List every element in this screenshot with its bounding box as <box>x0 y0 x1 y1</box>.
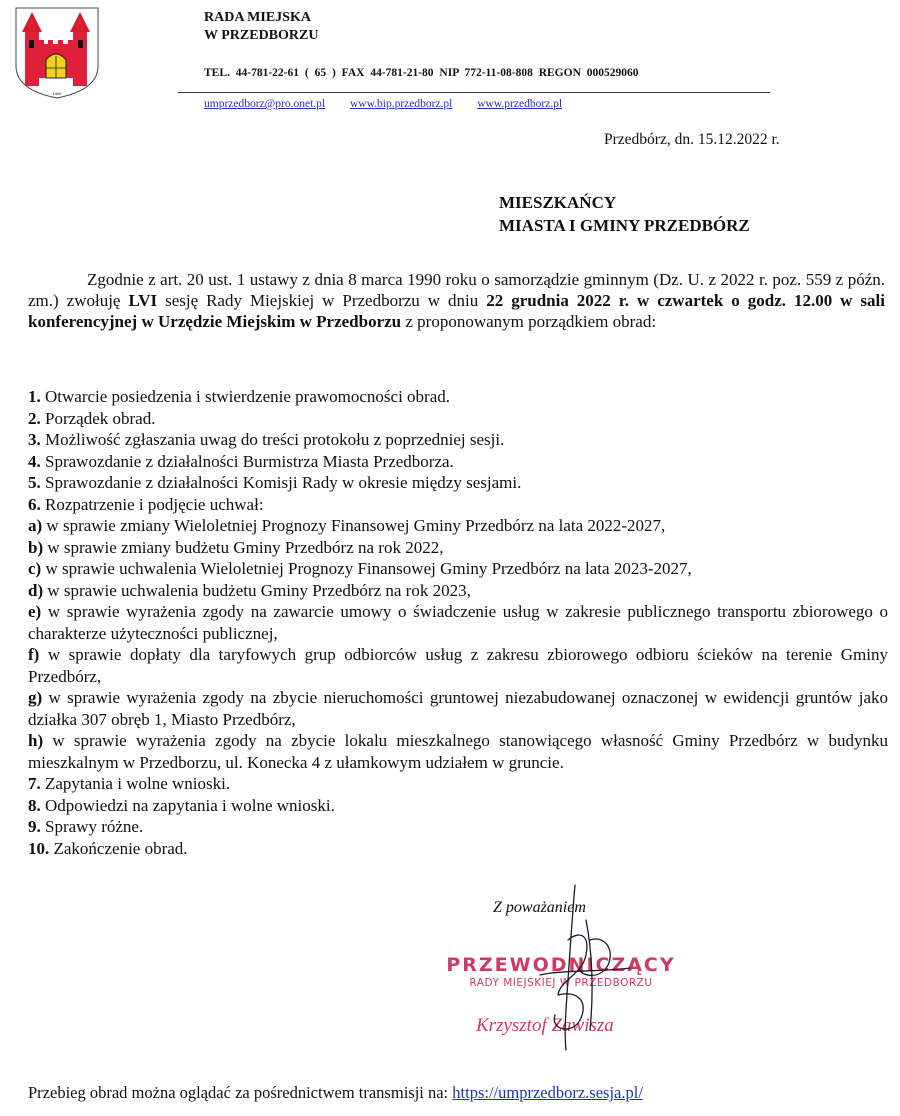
agenda-item-marker: 2. <box>28 408 41 428</box>
stream-link[interactable]: https://umprzedborz.sesja.pl/ <box>452 1083 643 1102</box>
agenda-item <box>28 494 888 516</box>
footer <box>28 1083 643 1103</box>
agenda-item <box>28 558 888 580</box>
agenda-item-text: Odpowiedzi na zapytania i wolne wnioski. <box>40 795 335 815</box>
agenda-item-marker: 6. <box>28 494 41 514</box>
bip-link[interactable]: www.bip.przedborz.pl <box>349 98 453 110</box>
agenda-item-marker: 10. <box>28 838 50 858</box>
agenda-item-text: w sprawie uchwalenia budżetu Gminy Przedbórz na rok 2023, <box>43 580 471 600</box>
email-link[interactable]: umprzedborz@pro.onet.pl <box>204 98 326 110</box>
agenda-item-text: Sprawozdanie z działalności Burmistrza Miasta Przedborza. <box>40 451 454 471</box>
agenda-item-marker: 8. <box>28 795 41 815</box>
agenda-item <box>28 451 888 473</box>
agenda-item-marker: 3. <box>28 430 41 449</box>
addressee-line1: MIESZKAŃCY <box>499 193 617 212</box>
intro-text-2: sesję Rady Miejskiej w Przedborzu w dniu <box>157 291 487 310</box>
agenda-item <box>28 687 888 730</box>
agenda-item-marker: 9. <box>28 817 41 836</box>
header-divider <box>178 92 770 93</box>
organization-name <box>204 9 318 45</box>
agenda-item <box>28 386 888 408</box>
agenda-item <box>28 644 888 687</box>
agenda-item <box>28 472 888 494</box>
agenda-item-marker: b) <box>28 537 44 557</box>
agenda-item <box>28 429 888 451</box>
agenda-item-text: Zapytania i wolne wnioski. <box>40 774 231 793</box>
agenda-item-text: Porządek obrad. <box>40 408 156 428</box>
agenda-item-text: w sprawie wyrażenia zgody na zbycie nieruchomości gruntowej niezabudowanej oznaczonej w ewidencji gruntów jako działka 307 obręb 1, Miasto Przedbórz, <box>28 688 888 729</box>
agenda-item <box>28 408 888 430</box>
addressee-line2: MIASTA I GMINY PRZEDBÓRZ <box>499 216 750 235</box>
agenda-list <box>28 386 888 859</box>
agenda-item-text: Otwarcie posiedzenia i stwierdzenie prawomocności obrad. <box>40 387 451 406</box>
addressee <box>499 191 750 237</box>
agenda-item <box>28 515 888 537</box>
contact-line: TEL. 44-781-22-61 ( 65 ) FAX 44-781-21-80 NIP 772-11-08-808 REGON 000529060 <box>204 67 639 79</box>
stamp-subtitle: RADY MIEJSKIEJ W PRZEDBORZU <box>469 977 653 989</box>
agenda-item-marker: 4. <box>28 451 41 471</box>
footer-text: Przebieg obrad można oglądać za pośrednictwem transmisji na: <box>28 1083 453 1102</box>
agenda-item-marker: 7. <box>28 774 41 793</box>
agenda-item <box>28 730 888 773</box>
agenda-item-marker: g) <box>28 688 43 707</box>
agenda-item-text: Możliwość zgłaszania uwag do treści protokołu z poprzedniej sesji. <box>40 430 505 449</box>
header-links <box>204 98 584 110</box>
agenda-item-text: Rozpatrzenie i podjęcie uchwał: <box>40 494 264 514</box>
agenda-item <box>28 838 888 860</box>
stamp-name: Krzysztof Zawisza <box>476 1015 614 1036</box>
website-link[interactable]: www.przedborz.pl <box>477 98 563 110</box>
intro-text-3: z proponowanym porządkiem obrad: <box>401 312 657 331</box>
agenda-item-marker: 1. <box>28 387 41 406</box>
agenda-item-marker: h) <box>28 731 44 750</box>
agenda-item-marker: e) <box>28 602 42 621</box>
agenda-item-text: Zakończenie obrad. <box>49 838 188 858</box>
organization-name-line2: W PRZEDBORZU <box>204 28 319 43</box>
agenda-item-text: w sprawie wyrażenia zgody na zbycie lokalu mieszkalnego stanowiącego własność Gminy Przedbórz w budynku mieszkalnym w Przedborzu, ul. Konecka 4 z ułamkowym udziałem w gruncie. <box>28 731 888 772</box>
agenda-item-marker: f) <box>28 645 40 664</box>
stamp-title: PRZEWODNICZĄCY <box>446 954 676 976</box>
session-date-place: 22 grudnia 2022 r. w czwartek o godz. 12.00 w sali konferencyjnej w Urzędzie Miejskim w Przedborzu <box>28 291 885 331</box>
regards-text: Z poważaniem <box>493 899 586 916</box>
agenda-item-text: w sprawie zmiany Wieloletniej Prognozy Finansowej Gminy Przedbórz na lata 2022-2027, <box>42 516 666 535</box>
agenda-item-text: Sprawy różne. <box>40 817 144 836</box>
agenda-item-marker: d) <box>28 580 44 600</box>
intro-paragraph <box>28 269 885 332</box>
agenda-item <box>28 537 888 559</box>
agenda-item-marker: a) <box>28 516 43 535</box>
agenda-item <box>28 795 888 817</box>
agenda-item-text: w sprawie dopłaty dla taryfowych grup odbiorców usług z zakresu zbiorowego odbioru ścieków na terenie Gminy Przedbórz, <box>28 645 888 686</box>
handwritten-signature <box>520 880 640 1060</box>
agenda-item-marker: 5. <box>28 473 41 492</box>
agenda-item <box>28 580 888 602</box>
agenda-item-text: Sprawozdanie z działalności Komisji Rady w okresie między sesjami. <box>40 473 522 492</box>
agenda-item-text: w sprawie uchwalenia Wieloletniej Prognozy Finansowej Gminy Przedbórz na lata 2023-2027, <box>41 559 692 578</box>
organization-name-line1: RADA MIEJSKA <box>204 10 311 25</box>
agenda-item-text: w sprawie zmiany budżetu Gminy Przedbórz na rok 2022, <box>43 537 444 557</box>
document-date: Przedbórz, dn. 15.12.2022 r. <box>604 131 780 148</box>
agenda-item-marker: c) <box>28 559 42 578</box>
intro-text-1: Zgodnie z art. 20 ust. 1 ustawy z dnia 8 marca 1990 roku o samorządzie gminnym (Dz. U. z 2022 r. poz. 559 z późn. zm.) zwołuję <box>28 270 885 310</box>
agenda-item <box>28 601 888 644</box>
agenda-item <box>28 816 888 838</box>
agenda-item-text: w sprawie wyrażenia zgody na zawarcie umowy o świadczenie usług w zakresie publicznego transportu zbiorowego o charakterze użyteczności publicznej, <box>28 602 888 643</box>
session-number: LVI <box>128 291 158 310</box>
agenda-item <box>28 773 888 795</box>
coat-of-arms-crest <box>12 4 102 100</box>
crest-year: 1405 <box>52 91 62 96</box>
